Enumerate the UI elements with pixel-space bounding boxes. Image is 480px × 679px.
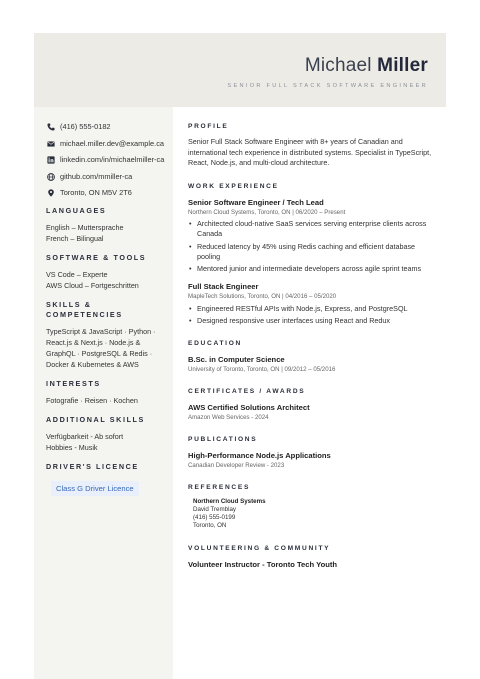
resume-header [34,33,446,107]
volunteering-role: Volunteer Instructor - Toronto Tech Youth [188,560,338,569]
language-item: English – Muttersprache [46,223,124,232]
certificates-heading: CERTIFICATES / AWARDS [188,388,306,395]
location-pin-icon [46,188,55,198]
job-role: Senior Software Engineer / Tech Lead [188,197,324,207]
interests-heading: INTERESTS [46,379,101,388]
job-meta: MapleTech Solutions, Toronto, ON | 04/2016 – 05/2020 [188,293,337,300]
education-meta: University of Toronto, Toronto, ON | 09/2012 – 05/2016 [188,366,336,373]
phone-text: (416) 555-0182 [60,122,111,131]
first-name: Michael [304,55,372,76]
email-text[interactable]: michael.miller.dev@example.ca [60,138,165,148]
phone-icon [46,122,55,132]
experience-heading: WORK EXPERIENCE [188,182,279,190]
resume-page [34,33,446,679]
job-bullet: • Mentored junior and intermediate developers across agile sprint teams [188,264,434,274]
contact-list [46,122,173,198]
language-item: French – Bilingual [46,234,104,243]
reference-entry [188,498,434,530]
linkedin-icon [46,155,55,165]
skills-heading: SKILLS & COMPETENCIES [46,300,123,319]
volunteering-heading: VOLUNTEERING & COMMUNITY [188,545,331,552]
skills-text: TypeScript & JavaScript · Python · React.js & Next.js · Node.js & GraphQL · PostgreSQL & Redis · Docker & Kubernetes & AWS [46,327,156,369]
contact-github[interactable] [46,172,173,182]
job-title: SENIOR FULL STACK SOFTWARE ENGINEER [227,83,428,89]
reference-phone: (416) 555-0199 [193,514,236,521]
software-item: VS Code – Experte [46,270,108,279]
contact-email[interactable] [46,139,173,149]
additional-skills-heading: ADDITIONAL SKILLS [46,415,145,424]
interests-text: Fotografie · Reisen · Kochen [46,396,138,405]
additional-skills-list [46,431,164,453]
profile-heading: PROFILE [188,123,229,130]
job-bullet: • Reduced latency by 45% using Redis caching and efficient database pooling [188,242,434,262]
candidate-name [305,55,428,77]
last-name: Miller [377,55,428,76]
job-bullets [188,304,434,327]
sidebar [34,107,173,679]
location-text: Toronto, ON M5V 2T6 [60,188,132,197]
profile-text: Senior Full Stack Software Engineer with 8+ years of Canadian and international tech experience in distributed systems. Specialist in TypeScript, React, Node.js, and multi-cloud architecture. [188,137,432,167]
publication-name: High-Performance Node.js Applications [188,451,331,460]
certificate-meta: Amazon Web Services - 2024 [188,414,269,421]
main-content [188,122,434,570]
certificate-name: AWS Certified Solutions Architect [188,403,310,412]
software-item: AWS Cloud – Fortgeschritten [46,281,139,290]
job-meta: Northern Cloud Systems, Toronto, ON | 06/2020 – Present [188,208,346,216]
job-bullet: • Engineered RESTful APIs with Node.js, Express, and PostgreSQL [188,304,434,314]
globe-icon [46,172,55,182]
software-heading: SOFTWARE & TOOLS [46,253,147,262]
publications-heading: PUBLICATIONS [188,436,258,443]
job-bullet: • Architected cloud-native SaaS services serving enterprise clients across Canada [188,219,434,239]
software-list [46,269,164,291]
job-entry [188,282,434,326]
linkedin-text[interactable]: linkedin.com/in/michaelmiller-ca [60,155,165,164]
licence-heading: DRIVER'S LICENCE [46,462,139,471]
publication-meta: Canadian Developer Review - 2023 [188,462,285,469]
languages-heading: LANGUAGES [46,206,107,215]
licence-badge: Class G Driver Licence [51,481,139,496]
education-degree: B.Sc. in Computer Science [188,355,285,364]
references-heading: REFERENCES [188,484,251,491]
email-icon [46,139,55,149]
education-heading: EDUCATION [188,340,243,347]
contact-phone [46,122,173,132]
job-bullet: • Designed responsive user interfaces using React and Redux [188,316,434,326]
contact-linkedin[interactable] [46,155,173,165]
reference-company: Northern Cloud Systems [193,498,266,505]
additional-skill-item: Verfügbarkeit - Ab sofort [46,432,124,441]
job-role: Full Stack Engineer [188,282,259,291]
reference-city: Toronto, ON [193,522,227,529]
additional-skill-item: Hobbies - Musik [46,443,98,452]
github-text[interactable]: github.com/mmiller-ca [60,171,133,181]
job-entry [188,198,434,275]
contact-location [46,188,173,198]
job-bullets [188,219,434,274]
languages-list [46,222,164,244]
reference-person: David Tremblay [193,506,236,513]
